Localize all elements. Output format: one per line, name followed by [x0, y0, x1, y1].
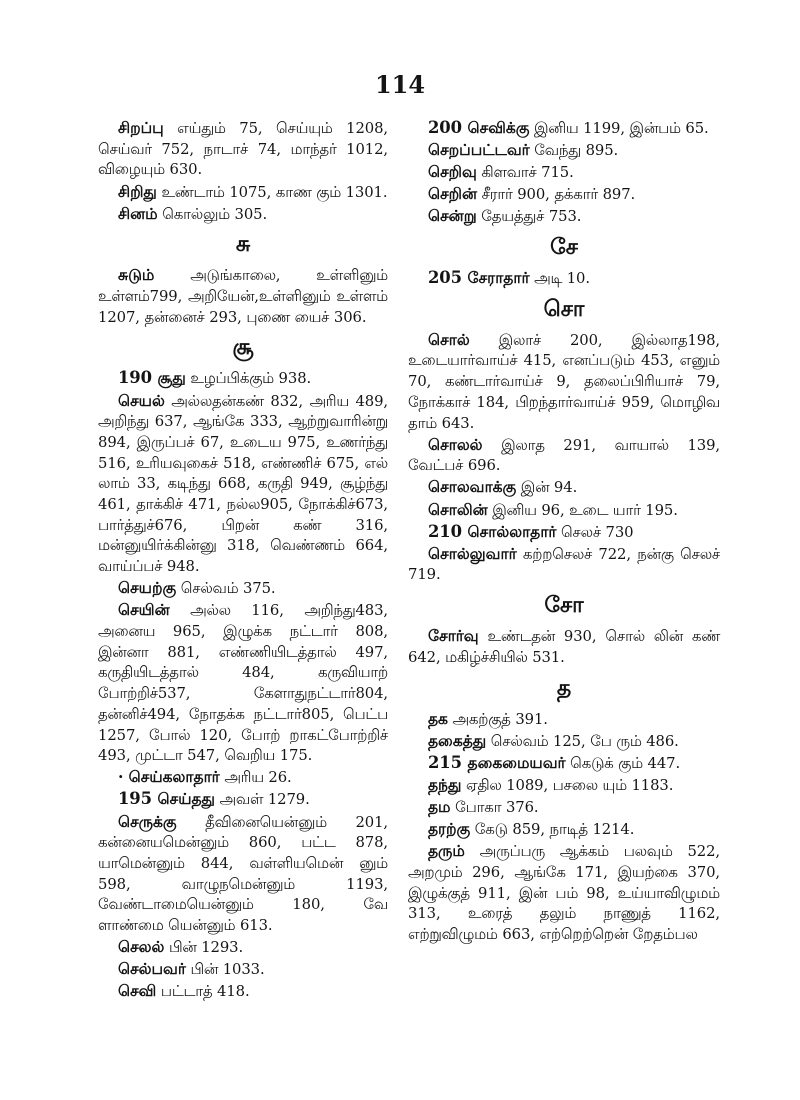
index-entry — [98, 265, 388, 328]
index-entry — [408, 140, 720, 162]
index-entry — [408, 626, 720, 668]
entry-number: 190 — [118, 368, 158, 388]
index-entry — [98, 118, 388, 181]
entry-headword: செல்பவர் — [118, 959, 186, 979]
entry-references: அல்ல 116, அறிந்து483, அனைய 965, இழுக்க நட்டார் 808, இன்னா 881, எண்ணியிடத்தால் 497, கருதியிடத்தால் 484, கருவியாற் போற்றிச்537, கேளாதுநட்டார்804, தன்னிச்494, நோதக்க நட்டார்805, பெட்ப 1257, போல் 120, போற் றாகட்போற்றிச் 493, முட்டா 547, வெறிய 175. — [98, 602, 388, 765]
entry-number: 195 — [118, 789, 158, 809]
entry-references: அடுங்காலை, உள்ளினும் உள்ளம்799, அறியேன்,உள்ளினும் உள்ளம் 1207, தன்னைச் 293, புணை யைச் 306. — [98, 267, 388, 326]
entry-headword: சொல் — [428, 329, 470, 349]
entry-references: போகா 376. — [450, 798, 539, 816]
entry-headword: சொலவாக்கு — [428, 477, 517, 497]
entry-headword: தக — [428, 708, 448, 728]
index-entry — [98, 959, 388, 981]
section-letter: சூ — [232, 334, 254, 361]
entry-references: தீவினையென்னும் 201, கன்னையமென்னும் 860, பட்ட 878, யாமென்னும் 844, வள்ளியமென் னும் 598, வாழுநமென்னும் 1193, வேண்டாமையென்னும் 180, வே ளாண்மை யென்னும் 613. — [98, 813, 388, 935]
index-entry — [98, 182, 388, 204]
entry-headword: சொலின் — [428, 499, 488, 519]
index-entry — [98, 600, 388, 767]
entry-headword: · செய்கலாதார் — [118, 767, 220, 787]
section-letter: சோ — [544, 592, 584, 619]
entry-headword: செயின் — [118, 600, 170, 620]
entry-references: அவள் 1279. — [214, 791, 310, 809]
page-number: 114 — [374, 70, 426, 99]
entry-references: செல்வம் 375. — [176, 580, 276, 598]
index-entry — [408, 819, 720, 841]
entry-headword: சினம் — [118, 203, 158, 223]
index-entry — [408, 775, 720, 797]
index-entry — [408, 184, 720, 206]
index-entry — [408, 797, 720, 819]
left-column — [98, 118, 388, 1003]
index-entry — [408, 841, 720, 946]
entry-headword: தம — [428, 796, 451, 816]
index-entry — [408, 477, 720, 499]
entry-references: தேயத்துச் 753. — [476, 208, 582, 226]
entry-references: உண்டாம் 1075, காண கும் 1301. — [156, 183, 388, 201]
entry-references: கேடு 859, நாடித் 1214. — [470, 821, 635, 839]
entry-headword: சிறிது — [118, 181, 157, 201]
entry-references: செலச் 730 — [556, 523, 634, 541]
entry-headword: தகைமையவர் — [467, 752, 566, 772]
entry-references: இனிய 1199, இன்பம் 65. — [529, 120, 709, 137]
entry-references: அல்லதன்கண் 832, அரிய 489, அறிந்து 637, ஆங்கே 333, ஆற்றுவாரின்று 894, இருப்பச் 67, உடைய 975, உணர்ந்து 516, உரியவுகைச் 518, எண்ணிச் 675, எல் லாம் 33, கடிந்து 668, கருதி 949, சூழ்ந்து 461, தாக்கிச் 471, நல்ல905, நோக்கிச்673, பார்த்துச்676, பிறன் கண் 316, மன்னுயிர்க்கின்னு 318, வெண்ணம் 664, வாய்ப்பச் 948. — [98, 392, 388, 576]
entry-headword: தரற்கு — [428, 819, 471, 839]
entry-number: 200 — [428, 118, 468, 137]
entry-headword: சொல்லுவார் — [428, 543, 517, 563]
entry-headword: சேராதார் — [467, 268, 530, 288]
entry-headword: செறின் — [428, 184, 478, 204]
section-letter: சு — [235, 231, 251, 258]
entry-headword: செறிவு — [428, 162, 477, 182]
section-letter: சொ — [543, 295, 585, 322]
entry-references: செல்வம் 125, பே ரும் 486. — [486, 732, 679, 750]
entry-headword: சோர்வு — [428, 626, 479, 646]
index-entry — [408, 435, 720, 477]
entry-references: அருப்பரு ஆக்கம் பலவும் 522, அறமும் 296, ஆங்கே 171, இயற்கை 370, இழுக்குத் 911, இன் பம் 98, உய்யாவிழுமம் 313, உரைத் தலும் நாணுத் 1162, எற்றுவிழுமம் 663, எற்றெற்றென் றேதம்பல — [408, 843, 720, 943]
index-entry — [98, 789, 388, 811]
entry-references: கற்றசெலச் 722, நன்கு செலச் 719. — [408, 545, 720, 584]
right-column — [408, 118, 720, 946]
entry-references: பின் 1293. — [164, 939, 244, 957]
entry-number: 205 — [428, 268, 468, 288]
entry-headword: செவிக்கு — [467, 118, 530, 137]
index-entry — [98, 204, 388, 226]
entry-references: உழப்பிக்கும் 938. — [185, 370, 312, 388]
index-entry — [408, 268, 720, 290]
entry-references: கெடுக் கும் 447. — [565, 754, 681, 772]
section-letter: த — [556, 674, 572, 701]
entry-headword: சிறப்பு — [118, 118, 164, 137]
entry-headword: தரும் — [428, 841, 465, 861]
entry-headword: சூது — [157, 368, 186, 388]
entry-references: அரிய 26. — [219, 769, 292, 787]
index-entry — [98, 578, 388, 600]
entry-headword: செயற்கு — [118, 578, 177, 598]
entry-references: பின் 1033. — [185, 961, 265, 979]
index-entry — [98, 937, 388, 959]
index-entry — [98, 391, 388, 578]
index-entry — [408, 709, 720, 731]
index-entry — [408, 544, 720, 586]
entry-references: இலாத 291, வாயால் 139, வேட்பச் 696. — [408, 436, 720, 475]
section-letter: சே — [550, 234, 578, 261]
entry-references: எய்தும் 75, செய்யும் 1208, செய்வர் 752, நாடாச் 74, மாந்தர் 1012, விழையும் 630. — [98, 120, 388, 179]
index-entry — [408, 753, 720, 775]
index-entry — [408, 731, 720, 753]
entry-references: உண்டதன் 930, சொல் லின் கண் 642, மகிழ்ச்சியில் 531. — [408, 628, 720, 666]
entry-references: இன் 94. — [516, 479, 578, 497]
index-entry — [408, 118, 720, 140]
index-entry — [98, 981, 388, 1003]
entry-number: 210 — [428, 521, 468, 541]
index-entry — [408, 206, 720, 228]
entry-headword: தகைத்து — [428, 730, 487, 750]
entry-references: இனிய 96, உடை யார் 195. — [487, 501, 678, 519]
index-entry — [408, 500, 720, 522]
entry-references: கொல்லும் 305. — [157, 205, 268, 223]
entry-references: வேந்து 895. — [529, 142, 619, 160]
entry-headword: சொல்லாதார் — [467, 521, 557, 541]
entry-headword: சொலல் — [428, 434, 483, 454]
entry-references: அடி 10. — [529, 270, 590, 288]
entry-headword: செருக்கு — [118, 811, 177, 831]
entry-references: ஏதில 1089, பசலை யும் 1183. — [461, 776, 674, 794]
entry-references: பட்டாத் 418. — [156, 983, 250, 1001]
index-entry — [98, 368, 388, 390]
entry-references: இலாச் 200, இல்லாத198, உடையார்வாய்ச் 415, எனப்படும் 453, எனும் 70, கண்டார்வாய்ச் 9, தலைப்பிரியாச் 79, நோக்காச் 184, பிறந்தார்வாய்ச் 959, மொழிவ தாம் 643. — [408, 331, 720, 432]
entry-headword: செயல் — [118, 390, 165, 410]
entry-headword: சென்று — [428, 206, 477, 226]
entry-headword: செலல் — [118, 937, 165, 957]
entry-references: சீரார் 900, தக்கார் 897. — [477, 186, 636, 204]
entry-number: 215 — [428, 752, 468, 772]
entry-references: அகற்குத் 391. — [447, 710, 548, 728]
entry-headword: செவி — [118, 981, 157, 1001]
index-entry — [98, 767, 388, 789]
entry-references: கிளவாச் 715. — [476, 164, 574, 182]
entry-headword: தந்து — [428, 774, 462, 794]
index-entry — [98, 812, 388, 937]
index-entry — [408, 162, 720, 184]
index-entry — [408, 330, 720, 435]
entry-headword: சுடும் — [118, 265, 155, 285]
index-entry — [408, 522, 720, 544]
entry-headword: செய்தது — [157, 789, 215, 809]
entry-headword: செறப்பட்டவர் — [428, 140, 530, 160]
